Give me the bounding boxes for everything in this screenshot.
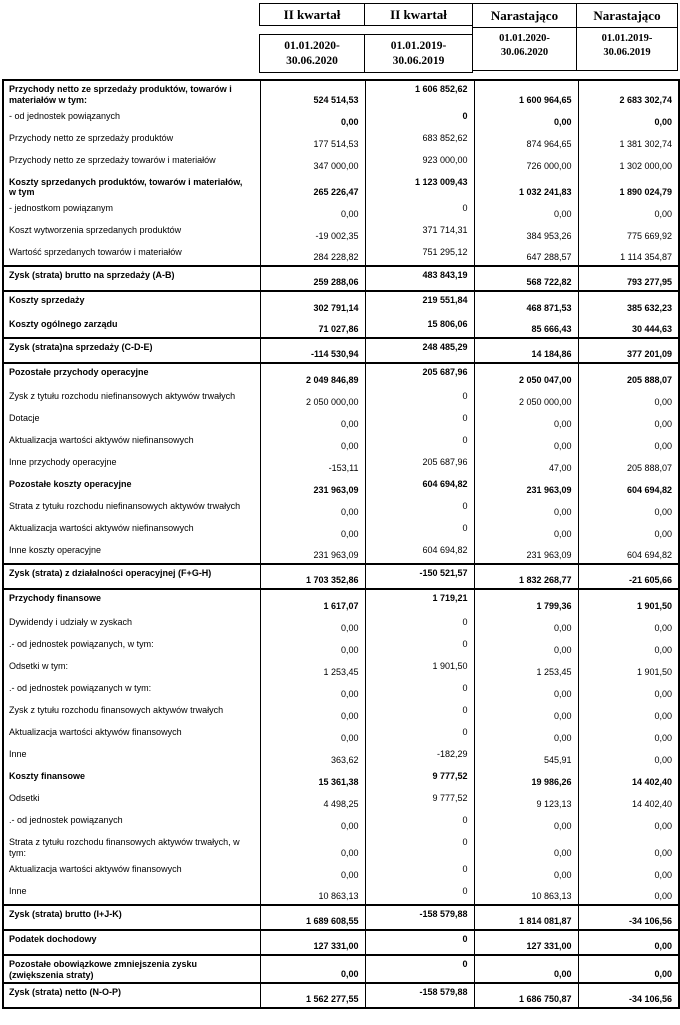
row-label: Inne koszty operacyjne [3,542,260,564]
column-title-text: II kwartał [283,6,341,22]
value-q2-2020: 1 703 352,86 [260,564,365,589]
column-title-text: Narastająco [490,7,559,23]
column-period [473,28,576,59]
value-ytd-2019: 1 890 024,79 [578,174,679,201]
value-ytd-2020: 1 032 241,83 [474,174,578,201]
value-ytd-2019: 793 277,95 [578,266,679,291]
value-ytd-2020: 0,00 [474,812,578,834]
value-q2-2020: 0,00 [260,724,365,746]
table-row [3,883,679,905]
value-q2-2019: 371 714,31 [365,222,474,244]
value-q2-2019: 923 000,00 [365,152,474,174]
value-q2-2020: 15 361,38 [260,768,365,790]
value-q2-2020: 259 288,06 [260,266,365,291]
row-label: Aktualizacja wartości aktywów niefinansowych [3,520,260,542]
value-q2-2020: 0,00 [260,200,365,222]
value-q2-2019: 0 [365,702,474,724]
column-title [473,4,576,28]
value-q2-2020: 265 226,47 [260,174,365,201]
table-row [3,768,679,790]
value-q2-2020: 0,00 [260,861,365,883]
row-label: Zysk (strata) brutto (I+J-K) [3,905,260,930]
value-q2-2020: 0,00 [260,955,365,984]
value-ytd-2020: 2 050 047,00 [474,363,578,388]
value-ytd-2020: 0,00 [474,432,578,454]
value-ytd-2019: 205 888,07 [578,363,679,388]
value-q2-2020: 1 617,07 [260,589,365,614]
value-ytd-2019: 0,00 [578,680,679,702]
column-period-text: 01.01.2019-30.06.2019 [601,33,653,58]
row-label: Zysk (strata) brutto na sprzedaży (A-B) [3,266,260,291]
value-ytd-2020: 0,00 [474,680,578,702]
row-label: Dywidendy i udziały w zyskach [3,614,260,636]
value-ytd-2019: 377 201,09 [578,338,679,363]
row-label: Odsetki w tym: [3,658,260,680]
row-label: Podatek dochodowy [3,930,260,955]
value-q2-2019: 248 485,29 [365,338,474,363]
financial-table [2,79,680,1009]
value-ytd-2019: 0,00 [578,432,679,454]
value-ytd-2019: 1 381 302,74 [578,130,679,152]
table-row [3,200,679,222]
value-q2-2019: 0 [365,498,474,520]
value-q2-2020: 0,00 [260,108,365,130]
value-ytd-2020: 0,00 [474,520,578,542]
table-row [3,80,679,108]
column-title [364,3,473,26]
value-q2-2019: 9 777,52 [365,790,474,812]
value-q2-2019: 1 719,21 [365,589,474,614]
value-ytd-2019: 0,00 [578,930,679,955]
table-row [3,564,679,589]
row-label: .- od jednostek powiązanych [3,812,260,834]
value-ytd-2019: 0,00 [578,724,679,746]
value-q2-2019: 1 901,50 [365,658,474,680]
value-q2-2019: 604 694,82 [365,476,474,498]
column-title-text: Narastająco [593,7,661,23]
value-q2-2020: 0,00 [260,498,365,520]
value-ytd-2020: 14 184,86 [474,338,578,363]
value-q2-2019: 0 [365,680,474,702]
value-q2-2019: 219 551,84 [365,291,474,316]
value-q2-2020: 2 049 846,89 [260,363,365,388]
value-q2-2019: 0 [365,955,474,984]
row-label: Inne przychody operacyjne [3,454,260,476]
value-q2-2019: -150 521,57 [365,564,474,589]
table-row [3,130,679,152]
value-q2-2019: 604 694,82 [365,542,474,564]
value-q2-2019: 0 [365,724,474,746]
value-ytd-2020: 231 963,09 [474,476,578,498]
value-ytd-2020: 0,00 [474,108,578,130]
table-row [3,930,679,955]
column-period-text: 01.01.2020-30.06.2020 [284,40,340,67]
table-row [3,790,679,812]
value-ytd-2020: 0,00 [474,498,578,520]
financial-table-body [3,80,679,1008]
row-label: Inne [3,883,260,905]
value-q2-2019: 1 606 852,62 [365,80,474,108]
row-label: Zysk (strata)na sprzedaży (C-D-E) [3,338,260,363]
column-header-q2-2020 [259,3,365,73]
value-ytd-2020: 545,91 [474,746,578,768]
value-q2-2019: 1 123 009,43 [365,174,474,201]
value-ytd-2019: 0,00 [578,861,679,883]
row-label: Koszty sprzedaży [3,291,260,316]
value-q2-2020: 0,00 [260,520,365,542]
value-q2-2020: 10 863,13 [260,883,365,905]
value-q2-2019: 0 [365,861,474,883]
value-q2-2020: 127 331,00 [260,930,365,955]
value-q2-2020: 2 050 000,00 [260,388,365,410]
table-row [3,861,679,883]
value-ytd-2019: 0,00 [578,702,679,724]
value-ytd-2020: 0,00 [474,636,578,658]
row-label: Przychody finansowe [3,589,260,614]
value-q2-2019: 0 [365,432,474,454]
row-label: Strata z tytułu rozchodu niefinansowych aktywów trwałych [3,498,260,520]
value-q2-2019: 0 [365,930,474,955]
value-ytd-2019: 205 888,07 [578,454,679,476]
value-ytd-2020: 1 814 081,87 [474,905,578,930]
value-ytd-2019: 0,00 [578,955,679,984]
column-period [364,34,473,73]
value-ytd-2019: 0,00 [578,614,679,636]
value-q2-2020: 1 253,45 [260,658,365,680]
value-ytd-2020: 85 666,43 [474,316,578,338]
value-ytd-2019: 1 901,50 [578,589,679,614]
row-label: Strata z tytułu rozchodu finansowych aktywów trwałych, w tym: [3,834,260,861]
table-row [3,432,679,454]
table-row [3,476,679,498]
value-ytd-2020: 0,00 [474,724,578,746]
value-q2-2019: 0 [365,883,474,905]
row-label: - jednostkom powiązanym [3,200,260,222]
row-label: Koszty ogólnego zarządu [3,316,260,338]
value-ytd-2019: 2 683 302,74 [578,80,679,108]
table-row [3,812,679,834]
row-label: Aktualizacja wartości aktywów finansowych [3,724,260,746]
table-row [3,658,679,680]
row-label: Wartość sprzedanych towarów i materiałów [3,244,260,266]
value-ytd-2020: 874 964,65 [474,130,578,152]
value-ytd-2019: 0,00 [578,498,679,520]
column-period [259,34,365,73]
value-ytd-2019: 30 444,63 [578,316,679,338]
value-q2-2020: 284 228,82 [260,244,365,266]
row-label: Zysk (strata) netto (N-O-P) [3,983,260,1008]
table-row [3,702,679,724]
column-header-q2-2019 [364,3,473,73]
value-q2-2020: 231 963,09 [260,476,365,498]
table-row [3,152,679,174]
value-ytd-2019: 0,00 [578,636,679,658]
value-q2-2020: 0,00 [260,432,365,454]
row-label: Koszt wytworzenia sprzedanych produktów [3,222,260,244]
table-row [3,266,679,291]
table-row [3,454,679,476]
value-q2-2019: -182,29 [365,746,474,768]
table-row [3,316,679,338]
value-ytd-2020: 647 288,57 [474,244,578,266]
table-row [3,520,679,542]
value-q2-2019: 205 687,96 [365,454,474,476]
value-q2-2020: 0,00 [260,410,365,432]
value-ytd-2019: 0,00 [578,812,679,834]
value-ytd-2020: 1 600 964,65 [474,80,578,108]
row-label: Pozostałe przychody operacyjne [3,363,260,388]
value-ytd-2020: 0,00 [474,410,578,432]
value-q2-2020: 1 562 277,55 [260,983,365,1008]
row-label: Zysk z tytułu rozchodu niefinansowych aktywów trwałych [3,388,260,410]
row-label: Koszty sprzedanych produktów, towarów i materiałów, w tym [3,174,260,201]
value-q2-2020: 347 000,00 [260,152,365,174]
row-label: - od jednostek powiązanych [3,108,260,130]
table-row [3,614,679,636]
row-label: .- od jednostek powiązanych w tym: [3,680,260,702]
value-q2-2019: 751 295,12 [365,244,474,266]
value-q2-2020: 302 791,14 [260,291,365,316]
value-q2-2019: 0 [365,388,474,410]
column-period-text: 01.01.2020-30.06.2020 [499,33,550,58]
value-ytd-2019: -34 106,56 [578,983,679,1008]
table-header [2,3,680,76]
value-ytd-2020: 19 986,26 [474,768,578,790]
value-q2-2020: 231 963,09 [260,542,365,564]
value-ytd-2020: 568 722,82 [474,266,578,291]
value-q2-2019: 0 [365,812,474,834]
table-row [3,410,679,432]
row-label: Przychody netto ze sprzedaży produktów [3,130,260,152]
table-row [3,724,679,746]
table-row [3,955,679,984]
value-q2-2020: 0,00 [260,834,365,861]
table-row [3,363,679,388]
value-ytd-2020: 726 000,00 [474,152,578,174]
value-ytd-2020: 9 123,13 [474,790,578,812]
column-header-ytd-2019 [576,3,678,71]
table-row [3,388,679,410]
row-label: Zysk (strata) z działalności operacyjnej (F+G-H) [3,564,260,589]
value-ytd-2020: 0,00 [474,614,578,636]
value-q2-2019: -158 579,88 [365,983,474,1008]
table-row [3,680,679,702]
row-label: .- od jednostek powiązanych, w tym: [3,636,260,658]
value-q2-2020: 363,62 [260,746,365,768]
value-q2-2019: 0 [365,108,474,130]
row-label: Pozostałe koszty operacyjne [3,476,260,498]
value-q2-2020: -114 530,94 [260,338,365,363]
row-label: Przychody netto ze sprzedaży towarów i materiałów [3,152,260,174]
table-row [3,498,679,520]
row-label: Pozostałe obowiązkowe zmniejszenia zysku (zwiększenia straty) [3,955,260,984]
table-row [3,636,679,658]
table-row [3,589,679,614]
value-ytd-2019: 775 669,92 [578,222,679,244]
value-ytd-2020: 0,00 [474,200,578,222]
value-q2-2019: 0 [365,614,474,636]
value-ytd-2020: 10 863,13 [474,883,578,905]
value-q2-2019: 0 [365,636,474,658]
table-row [3,222,679,244]
value-ytd-2020: 1 686 750,87 [474,983,578,1008]
table-row [3,905,679,930]
value-ytd-2020: 127 331,00 [474,930,578,955]
row-label: Aktualizacja wartości aktywów finansowych [3,861,260,883]
value-ytd-2020: 0,00 [474,834,578,861]
value-q2-2019: 15 806,06 [365,316,474,338]
value-q2-2019: 9 777,52 [365,768,474,790]
value-q2-2020: 0,00 [260,702,365,724]
value-ytd-2019: 0,00 [578,108,679,130]
value-ytd-2020: 1 799,36 [474,589,578,614]
table-row [3,108,679,130]
value-ytd-2020: 231 963,09 [474,542,578,564]
row-label: Odsetki [3,790,260,812]
value-ytd-2019: 0,00 [578,410,679,432]
table-row [3,983,679,1008]
table-row [3,244,679,266]
value-q2-2020: 1 689 608,55 [260,905,365,930]
value-ytd-2019: 0,00 [578,834,679,861]
value-ytd-2019: 0,00 [578,883,679,905]
value-ytd-2020: 1 832 268,77 [474,564,578,589]
value-ytd-2019: 604 694,82 [578,476,679,498]
value-ytd-2020: 47,00 [474,454,578,476]
value-ytd-2020: 0,00 [474,955,578,984]
row-label: Koszty finansowe [3,768,260,790]
row-label: Inne [3,746,260,768]
value-q2-2020: -19 002,35 [260,222,365,244]
value-ytd-2019: 14 402,40 [578,768,679,790]
value-q2-2019: -158 579,88 [365,905,474,930]
value-q2-2019: 0 [365,520,474,542]
table-row [3,542,679,564]
value-ytd-2019: 1 901,50 [578,658,679,680]
column-period [577,28,677,59]
row-label: Zysk z tytułu rozchodu finansowych aktywów trwałych [3,702,260,724]
value-q2-2019: 683 852,62 [365,130,474,152]
value-q2-2020: 0,00 [260,812,365,834]
table-row [3,834,679,861]
table-row [3,338,679,363]
value-ytd-2019: 1 114 354,87 [578,244,679,266]
value-q2-2020: -153,11 [260,454,365,476]
value-ytd-2019: -21 605,66 [578,564,679,589]
value-q2-2019: 0 [365,410,474,432]
row-label: Aktualizacja wartości aktywów niefinansowych [3,432,260,454]
value-ytd-2020: 384 953,26 [474,222,578,244]
value-ytd-2019: 385 632,23 [578,291,679,316]
value-ytd-2019: 0,00 [578,746,679,768]
value-q2-2020: 0,00 [260,680,365,702]
value-ytd-2019: 0,00 [578,200,679,222]
value-ytd-2020: 2 050 000,00 [474,388,578,410]
value-q2-2020: 177 514,53 [260,130,365,152]
value-ytd-2019: 0,00 [578,520,679,542]
value-q2-2020: 0,00 [260,636,365,658]
value-q2-2019: 0 [365,834,474,861]
value-ytd-2019: -34 106,56 [578,905,679,930]
value-ytd-2019: 1 302 000,00 [578,152,679,174]
value-q2-2020: 524 514,53 [260,80,365,108]
value-ytd-2019: 14 402,40 [578,790,679,812]
value-ytd-2019: 604 694,82 [578,542,679,564]
value-q2-2019: 0 [365,200,474,222]
value-ytd-2019: 0,00 [578,388,679,410]
row-label: Dotacje [3,410,260,432]
column-title [577,4,677,28]
row-label: Przychody netto ze sprzedaży produktów, towarów i materiałów w tym: [3,80,260,108]
value-ytd-2020: 0,00 [474,861,578,883]
value-q2-2020: 0,00 [260,614,365,636]
value-q2-2019: 483 843,19 [365,266,474,291]
value-ytd-2020: 1 253,45 [474,658,578,680]
value-ytd-2020: 0,00 [474,702,578,724]
column-header-ytd-2020 [472,3,577,71]
column-title [259,3,365,26]
value-q2-2019: 205 687,96 [365,363,474,388]
value-q2-2020: 4 498,25 [260,790,365,812]
value-q2-2020: 71 027,86 [260,316,365,338]
table-row [3,174,679,201]
table-row [3,746,679,768]
value-ytd-2020: 468 871,53 [474,291,578,316]
column-title-text: II kwartał [390,6,447,22]
table-row [3,291,679,316]
column-period-text: 01.01.2019-30.06.2019 [390,40,447,67]
